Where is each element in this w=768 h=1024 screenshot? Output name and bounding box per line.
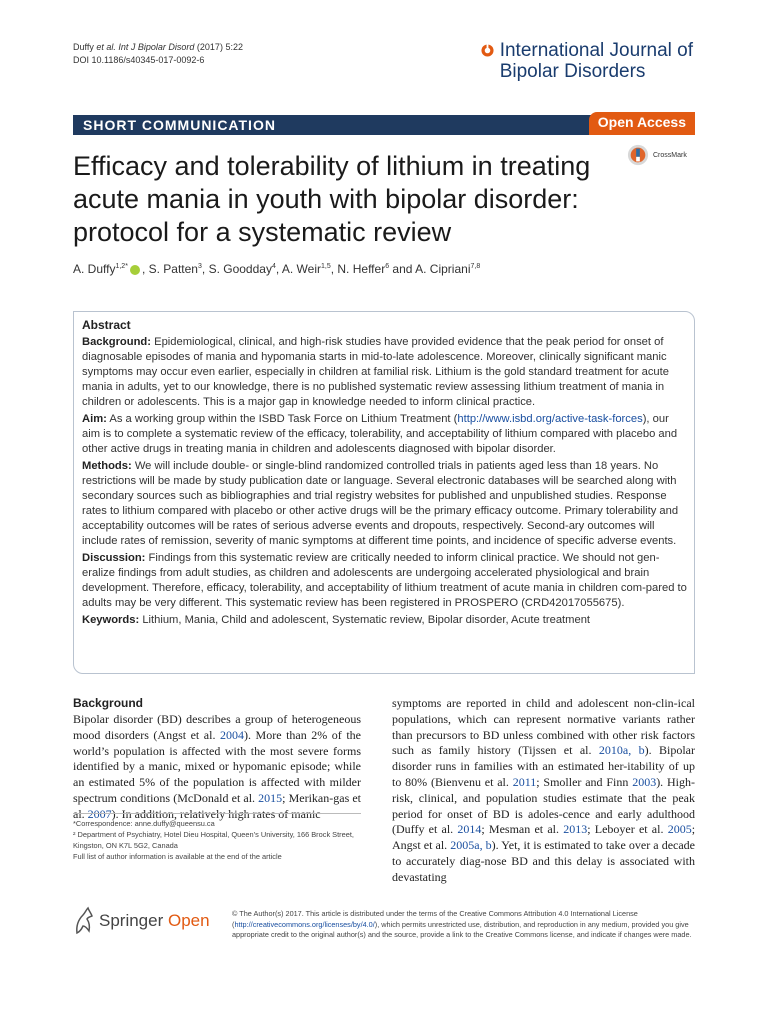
abstract-background-label: Background: [82, 336, 151, 348]
citation-line [73, 41, 243, 54]
author-affiliation: 4 [271, 263, 276, 270]
author-name[interactable]: A. Duffy [73, 262, 116, 276]
abstract-methods-label: Methods: [82, 460, 132, 472]
citation-link[interactable]: 2011 [512, 774, 537, 789]
citation-link[interactable]: 2005 [667, 822, 692, 837]
abstract-discussion [82, 551, 687, 611]
abstract-keywords-label: Keywords: [82, 614, 140, 626]
license-link[interactable]: http://creativecommons.org/licenses/by/4.0/ [234, 919, 375, 929]
author-affiliation: 3 [197, 263, 202, 270]
author-separator: and [389, 262, 416, 276]
article-title: Efficacy and tolerability of lithium in treating acute mania in youth with bipolar disorder: protocol for a systematic review [73, 151, 591, 247]
citation-authors: Duffy [73, 42, 94, 52]
orcid-icon[interactable] [130, 265, 140, 275]
author-name[interactable]: S. Patten [148, 262, 198, 276]
abstract-aim-text-cont: ), our aim is to complete a systematic review of the efficacy, tolerability, and acceptability of lithium compared with placebo and other active drugs in treating mania in children and adolescents diagnosed with bipolar disorder. [82, 413, 678, 455]
citation-link[interactable]: 2015 [258, 790, 283, 805]
author-name[interactable]: A. Weir [281, 262, 321, 276]
open-access-badge: Open Access [589, 112, 695, 135]
abstract-methods-text: We will include double- or single-blind randomized controlled trials in patients aged less than 18 years. No restrictions will be made by study publication date or language. Several electronic databases will be searched along with secondary sources such as bibliographies and trial registry websites for published and unpublished studies. Response rates to lithium compared with placebo or other active drugs will be the primary efficacy outcome. Primary tolerability and acceptability outcomes will be rates of serious adverse events and dropouts, respectively. Second-ary outcomes will include rates of remission, severity of manic symptoms at different time points, and incidence of specific adverse events. [82, 460, 679, 547]
isbd-link[interactable]: http://www.isbd.org/active-task-forces [457, 413, 643, 425]
author-separator: , [141, 262, 149, 276]
abstract-keywords-text: Lithium, Mania, Child and adolescent, Systematic review, Bipolar disorder, Acute treatment [142, 614, 591, 626]
author-separator: , [275, 262, 282, 276]
citation-link[interactable]: 2010a, b [598, 743, 645, 758]
springer-horse-icon [73, 905, 95, 937]
citation-header [73, 41, 243, 67]
citation-link[interactable]: 2007 [87, 806, 112, 821]
citation-link[interactable]: 2003 [632, 774, 657, 789]
citation-link[interactable]: 2005a, b [450, 838, 492, 853]
crossmark-button[interactable] [627, 144, 687, 166]
footnotes [73, 813, 361, 862]
abstract-box [73, 311, 695, 674]
correspondence: *Correspondence: anne.duffy@queensu.ca [73, 819, 215, 828]
author-separator: , [201, 262, 209, 276]
publisher-name-open: Open [168, 911, 210, 930]
doi[interactable]: DOI 10.1186/s40345-017-0092-6 [73, 55, 205, 65]
abstract-heading: Abstract [82, 318, 131, 332]
author-name[interactable]: S. Goodday [208, 262, 272, 276]
citation-journal: et al. Int J Bipolar Disord [96, 42, 195, 52]
citation-year-volume: (2017) 5:22 [196, 42, 243, 52]
abstract-discussion-label: Discussion: [82, 552, 146, 564]
journal-title-line2: Bipolar Disorders [499, 61, 646, 82]
body-left-column [73, 696, 361, 823]
author-list [73, 262, 480, 276]
article-type-bar [73, 115, 695, 135]
license-text-pre: © The Author(s) 2017. This article is distributed under the terms of the Creative Commons Attribution 4.0 International License ( [232, 909, 638, 929]
body-right-column [392, 696, 695, 886]
abstract-methods [82, 459, 687, 549]
author-affiliation: 7,8 [470, 263, 481, 270]
abstract-aim [82, 412, 687, 457]
author-affiliation: 6 [385, 263, 390, 270]
abstract-aim-label: Aim: [82, 413, 107, 425]
journal-logo-icon [481, 44, 494, 57]
article-type: SHORT COMMUNICATION [83, 117, 276, 133]
abstract-background [82, 335, 687, 410]
journal-brand[interactable] [481, 40, 693, 82]
publisher-name-springer: Springer [99, 911, 164, 930]
author-affiliation: 1,5 [320, 263, 331, 270]
abstract-background-text: Epidemiological, clinical, and high-risk studies have provided evidence that the peak period for onset of diagnosable episodes of mania and hypomania starts in mid-to-late adolescence. Moreover, clinically significant manic symptoms may occur even earlier, especially in children at familial risk. Lithium is the gold standard treatment for acute mania in adults, yet to our knowledge, there is no published systematic review assessing lithium treatment of mania in children or adolescents. This is a major gap in knowledge needed to inform clinical practice. [82, 336, 669, 408]
license-text-post: ), which permits unrestricted use, distribution, and reproduction in any medium, provided you give appropriate credit to the original author(s) and the source, provide a link to the Creative Commons license, and indicate if changes were made. [232, 919, 692, 939]
body-paragraph-left: Bipolar disorder (BD) describes a group of heterogeneous mood disorders (Angst et al. 2004). More than 2% of the world’s population is affected with the most severe forms identified by a manic, mixed or hypomanic episode; while an estimated 5% of the population is affected with milder spectrum conditions (McDonald et al. 2015; Merikan-gas et al. 2007). In addition, relatively high rates of manic [73, 712, 362, 821]
publisher-name [99, 911, 210, 931]
author-separator: , [330, 262, 338, 276]
abstract-discussion-text: Findings from this systematic review are critically needed to inform clinical practice. We should not gen-eralize findings from adult studies, as children and adolescents are undergoing accelerated physiological and brain development. Therefore, efficacy, tolerability, and acceptability of lithium treatment of acute mania in children com-pared to adults may be very different. This systematic review has been registered in PROSPERO (CRD42017055675). [82, 552, 687, 609]
author-affiliation: 1,2* [115, 263, 128, 270]
license-text [232, 909, 695, 941]
publisher-logo[interactable] [73, 905, 210, 937]
abstract-aim-text: As a working group within the ISBD Task Force on Lithium Treatment ( [109, 413, 458, 425]
journal-title [500, 40, 693, 82]
journal-title-line1: International Journal of [499, 40, 693, 61]
citation-link[interactable]: 2004 [220, 727, 245, 742]
citation-link[interactable]: 2013 [563, 822, 588, 837]
crossmark-label: CrossMark [653, 151, 687, 159]
abstract-keywords [82, 613, 687, 628]
citation-link[interactable]: 2014 [457, 822, 482, 837]
author-name[interactable]: N. Heffer [337, 262, 386, 276]
affiliation: ² Department of Psychiatry, Hotel Dieu Hospital, Queen’s University, 166 Brock Street, Kingston, ON K7L 5G2, Canada [73, 830, 354, 850]
body-paragraph-right: symptoms are reported in child and adolescent non-clin-ical populations, which can represent normative variants rather than precursors to BD unless combined with other risk factors such as family history (Tijssen et al. 2010a, b). Bipolar disorder runs in families with an estimated her-itability of up to 80% (Bienvenu et al. 2011; Smoller and Finn 2003). High-risk, clinical, and population studies estimate that the peak period for onset of BD is adoles-cence and early adulthood (Duffy et al. 2014; Mesman et al. 2013; Leboyer et al. 2005; Angst et al. 2005a, b). Yet, it is estimated to take over a decade to accurately diag-nose BD and this delay is associated with devastating [392, 696, 696, 884]
author-name[interactable]: A. Cipriani [415, 262, 471, 276]
crossmark-icon [627, 144, 649, 166]
author-info-note: Full list of author information is available at the end of the article [73, 852, 282, 861]
section-heading-background: Background [73, 696, 144, 710]
